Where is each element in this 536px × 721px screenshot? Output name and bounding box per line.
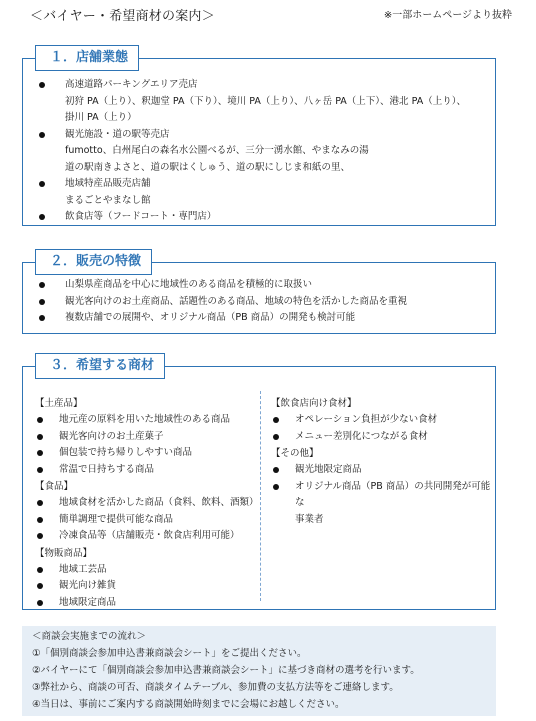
bullet-icon [37,600,43,606]
list-item: 高速道路パーキングエリア売店 初狩 PA（上り）、釈迦堂 PA（下り）、境川 PA（上り）、八ヶ岳 PA（上下）、港北 PA（上り）、 掛川 PA（上り） [23,77,493,127]
section-store-types [22,50,496,226]
list-item: メニュー差別化につながる食材 [267,429,491,446]
store-types-list [23,77,493,226]
bullet-icon [39,181,45,187]
meeting-flow-box [22,626,496,716]
list-item: 地元産の原料を用いた地域性のある商品 [31,412,255,429]
column-divider [260,391,261,601]
list-item: 観光客向けのお土産菓子 [31,429,255,446]
bullet-icon [273,467,279,473]
bullet-icon [39,214,45,220]
list-item: 地域食材を活かした商品（食料、飲料、酒類） [31,495,255,512]
category-heading: 【飲食店向け食材】 [271,398,357,409]
flow-step: ①「個別商談会参加申込書兼商談会シート」をご提出ください。 [32,648,307,659]
section-sales-features [22,254,496,334]
list-item: 観光向け雑貨 [31,578,255,595]
category-heading: 【食品】 [35,481,74,492]
list-item: 地域限定商品 [31,595,255,612]
bullet-icon [39,132,45,138]
list-item: 飲食店等（フードコート・専門店） [23,209,493,226]
list-item: 冷凍食品等（店舗販売・飲食店利用可能） [31,528,255,545]
bullet-icon [37,434,43,440]
list-item: 観光地限定商品 [267,462,491,479]
category-heading: 【土産品】 [35,398,83,409]
bullet-icon [37,467,43,473]
list-item: 地域特産品販売店舗 まるごとやまなし館 [23,176,493,209]
section-desired-products [22,358,496,610]
list-item: 常温で日持ちする商品 [31,462,255,479]
bullet-icon [37,533,43,539]
list-item: オリジナル商品（PB 商品）の共同開発が可能な 事業者 [267,479,491,529]
bullet-icon [39,282,45,288]
list-item: 複数店舗での展開や、オリジナル商品（PB 商品）の開発も検討可能 [23,310,493,327]
bullet-icon [37,567,43,573]
flow-step: ③弊社から、商談の可否、商談タイムテーブル、参加費の支払方法等をご連絡します。 [32,682,399,693]
list-item: オペレーション負担が少ない食材 [267,412,491,429]
page-title: ＜バイヤー・希望商材の案内＞ [30,9,215,24]
list-item: 観光施設・道の駅等売店 fumotto、白州尾白の森名水公園べるが、三分一湧水館、やまなみの湯 道の駅南きよさと、道の駅はくしゅう、道の駅にしじま和紙の里、 [23,127,493,177]
bullet-icon [37,583,43,589]
list-item: 簡単調理で提供可能な商品 [31,512,255,529]
source-note: ※一部ホームページより抜粋 [383,10,512,21]
category-heading: 【その他】 [271,448,319,459]
flow-step: ④当日は、事前にご案内する商談開始時刻までに会場にお越しください。 [32,699,345,710]
bullet-icon [39,315,45,321]
bullet-icon [37,517,43,523]
bullet-icon [273,434,279,440]
list-item: 観光客向けのお土産商品、話題性のある商品、地域の特色を活かした商品を重視 [23,294,493,311]
bullet-icon [37,417,43,423]
bullet-icon [273,484,279,490]
section-desired-products-label: ３．希望する商材 [35,353,165,379]
list-item: 山梨県産商品を中心に地域性のある商品を積極的に取扱い [23,277,493,294]
bullet-icon [273,417,279,423]
section-store-types-label: １．店舗業態 [35,45,139,71]
category-heading: 【物販商品】 [35,547,93,559]
section-sales-features-label: ２．販売の特徴 [35,249,152,275]
meeting-flow-title: ＜商談会実施までの流れ＞ [32,631,147,642]
desired-products-right-column [267,395,491,528]
bullet-icon [39,82,45,88]
bullet-icon [39,299,45,305]
sales-features-list [23,277,493,327]
desired-products-left-column [31,395,259,611]
bullet-icon [37,450,43,456]
bullet-icon [37,500,43,506]
list-item: 地域工芸品 [31,562,255,579]
flow-step: ②バイヤーにて「個別商談会参加申込書兼商談会シート」に基づき商材の選考を行います。 [32,665,420,676]
list-item: 個包装で持ち帰りしやすい商品 [31,445,255,462]
